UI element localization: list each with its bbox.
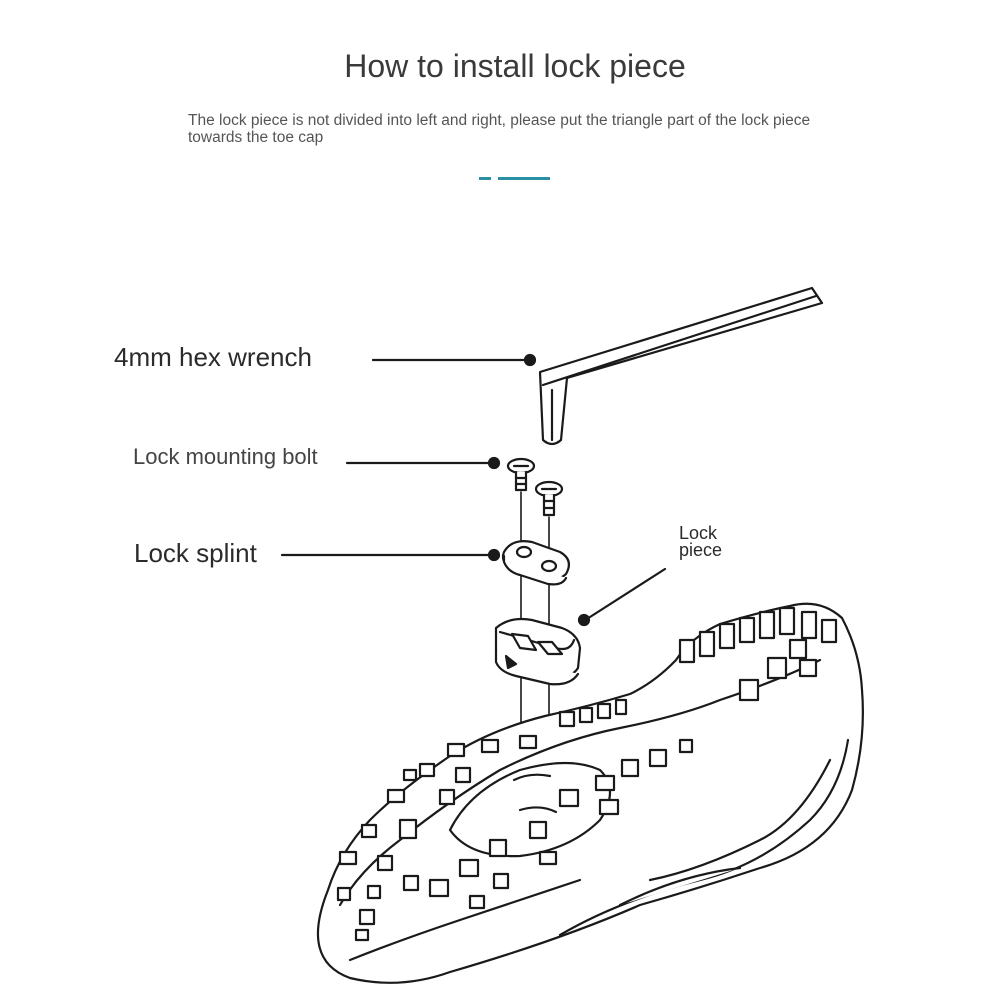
mounting-bolt-2 — [536, 482, 562, 515]
lock-splint-illustration — [503, 541, 569, 584]
mounting-bolt-1 — [508, 459, 534, 490]
label-lock-piece-line1: Lock — [679, 523, 718, 543]
cycling-shoe-illustration — [318, 604, 863, 983]
lock-piece-illustration — [496, 619, 580, 684]
label-lock-piece-line2: piece — [679, 540, 723, 560]
leader-mounting-bolt — [347, 458, 499, 468]
label-hex-wrench: 4mm hex wrench — [114, 342, 312, 372]
leader-lock-piece — [579, 569, 665, 625]
page-subtitle: The lock piece is not divided into left and right, please put the triangle part of the lock piece towards the toe cap — [188, 112, 811, 146]
label-mounting-bolt: Lock mounting bolt — [133, 444, 318, 469]
leader-splint — [282, 550, 499, 560]
label-lock-splint: Lock splint — [134, 538, 257, 568]
hex-wrench-illustration — [540, 288, 822, 444]
page-title: How to install lock piece — [344, 48, 686, 84]
leader-hex-wrench — [373, 355, 535, 365]
